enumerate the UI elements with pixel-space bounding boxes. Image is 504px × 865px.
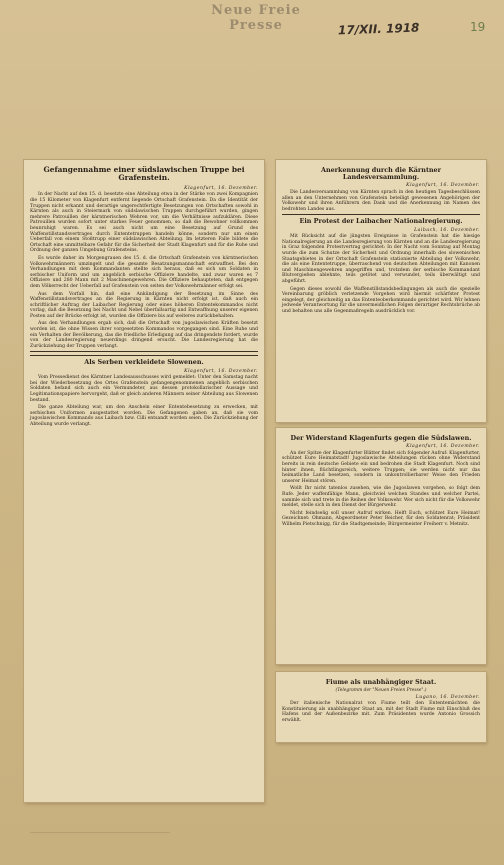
article-paragraph: In der Nacht auf den 15. d. besetzte eine Abteilung etwa in der Stärke von zwei Kompagnien die 15 Kilometer von Klagenfurt entfernt liegende Ortschaft Grafenstein. Da die Identität der Truppen nicht erkannt und derartige ungerechtfertigte Besetzungen von Ortschaften sowohl in Kärnten als auch in Steiermark von südslawischen Truppen durchgeführt wurden, gingen mehrere Patrouillen der kärntnerischen Wehren vor, um die Verhältnisse aufzuklären. Diese Patrouillen wurden sofort unter starkes Feuer genommen, so daß die Bewohner vollkommen beunruhigt waren. Es sei auch nicht um eine Besetzung auf Grund des Waffenstillstandsvertrages durch Ententetruppen handeln könne, sondern nur um einen Ueberfall von einem Stoßtrupp einer südslawischen Abteilung. Im letzteren Falle bildete die Ortschaft eine unmittelbare Gefahr für die Sicherheit der Stadt Klagenfurt und für die Ruhe und Ordnung der ganzen Umgebung Grafensteins.: [30, 192, 258, 254]
page-number: 19: [470, 20, 486, 34]
clipping-fiume: [276, 672, 486, 742]
article-paragraph: Die Landesversammlung von Kärnten sprach in den heutigen Tagesbeschlüssen allen an den Unternehmen von Grafenstein beteiligt gewesenen Angehörigen der Volkswehr und ihren Anführern den Dank und die Anerkennung im Namen des bedrohten Landes aus.: [282, 190, 480, 212]
article-paragraph: Vom Pressedienst des Kärntner Landesausschusses wird gemeldet: Unter den Samstag nacht bei der Wiederbesetzung des Ortes Grafenstein gefangengenommenen angeblich serbischen Soldaten befand sich auch ein Vermundeter, aus dessen protokollarischer Aussage und Legitimationspapiere hervorgeht, daß er gleich anderen Männern seiner Abteilung aus Slowenen bestand.: [30, 375, 258, 403]
article-paragraph: Aus den Verhandlungen ergab sich, daß die Ortschaft von jugoslawischen Kräften besetzt worden ist, die ohne Wissen ihrer vorgesetzten Kommandos vorgegangen sind. Eine Ruhe und ein Verhalten der Bevölkerung, das die friedliche Erledigung auf das dringendste fordert, wurde von der Landesregierung neuerdings dringend ersucht. Die Landesregierung hat die Zurückziehung der Truppen verlangt.: [30, 321, 258, 349]
article-paragraph: Mit Rücksicht auf die jüngsten Ereignisse in Grafenstein hat die hiesige Nationalregierung an die Landesregierung von Kärnten und an die Landesregierung in Graz folgenden Protestvertrag gerichtet: In der Nacht vom Sonntag auf Montag wurde die zum Schutze der Sicherheit und Ordnung innerhalb des slowenischen Staatsgebietes in der Ortschaft Grafenstein stationierte Abteilung der Volkswehr, die als eine Ententetruppe, überraschend von deutschen Abteilungen mit Kanonen und Maschinengewehren angegriffen und, trotzdem der serbische Kommandant Blutvergießen ablehnte, teils getötet und verwundet, teils überwältigt und abgeführt.: [282, 234, 480, 284]
clipping-widerstand: [276, 428, 486, 664]
article-title: Fiume als unabhängiger Staat.: [325, 678, 437, 686]
article-paragraph: Gegen dieses sowohl die Waffenstillstandsbedingungen als auch die spezielle Vereinbarung gröblich verletzende Vorgehen wird hiermit schärfster Protest eingelegt, der gleichzeitig an das Ententeoberkommando gerichtet wird. Wir lehnen jedwede Verantwortung für die unvermeidlichen Folgen derartiger Rechtsbrüche ab und behalten uns alle Gegenmaßregeln ausdrücklich vor.: [282, 286, 480, 314]
article-dateline: Klagenfurt, 16. Dezember.: [406, 183, 480, 189]
handwritten-date: 17/XII. 1918: [337, 20, 420, 38]
article-source: (Telegramm der "Neuen Freien Presse".): [335, 688, 427, 694]
article-title: Gefangennahme einer südslawischen Truppe bei Grafenstein.: [43, 165, 245, 183]
article-dateline: Lugano, 16. Dezember.: [415, 694, 480, 700]
faint-bottom-mark: [30, 832, 170, 843]
article-dateline: Klagenfurt, 16. Dezember.: [184, 368, 258, 374]
article-paragraph: An der Spitze der Klagenfurter Blätter findet sich folgender Aufruf: Klagenfurter, schützet Eure Heimatstadt! Jugoslawische Abteilungen rücken ohne Widerstand bereits in rein deutsche Gebiete ein und bedrohen die Stadt Klagenfurt. Noch sind hinter ihnen, flüchtlingsreich, weitere Truppen; sie werden nicht nur das heimatliche Land besetzen, sondern in unkontrollierbarer Weise den Frieden unserer Heimat stören.: [282, 450, 480, 484]
section-divider: [282, 214, 480, 215]
article-dateline: Klagenfurt, 16. Dezember.: [184, 185, 258, 191]
article-dateline: Klagenfurt, 16. Dezember.: [406, 444, 480, 450]
article-paragraph: Wollt Ihr nicht tatenlos zusehen, wie die Jugoslawen vorgehen, so folgt dem Rufe. Jeder waffenfähige Mann, gleichviel welchen Standes und welcher Partei, sammle sich und trete in die Reihen der Volkswehr. Wer sich nicht für die Volkswehr meldet, stelle sich in den Dienst der Bürgerwehr.: [282, 486, 480, 509]
article-dateline: Laibach, 16. Dezember.: [414, 227, 480, 233]
clipping-grafenstein: [24, 160, 264, 802]
article-paragraph: Die ganze Abteilung war, um den Anschein einer Ententebesetzung zu erwecken, mit serbischen Uniformen ausgestattet worden. Die Gefangenen gaben an, daß sie vom jugoslawischen Kommando aus Laibach bzw. Cilli entsandt worden seien. Die Zurückziehung der Abteilung wurde verlangt.: [30, 405, 258, 427]
article-title: Anerkennung durch die Kärntner Landesversammlung.: [321, 166, 441, 182]
article-subtitle: Als Serben verkleidete Slowenen.: [84, 358, 204, 367]
article-paragraph: Es wurde daher im Morgengrauen des 15. d. die Ortschaft Grafenstein von kärntnerischen Volkswehrmännern umzingelt und die gesamte Besatzungsmannschaft entwaffnet. Bei den Verhandlungen mit dem Kommandanten stellte sich heraus, daß es sich um Soldaten in serbischer Uniform und um angeblich serbische Offiziere handelte, und zwar waren es 7 Offiziere und 280 Mann mit 2 Maschinengewehren. Die Offiziere behaupteten, daß entgegen dem Völkerrecht der Ueberfall auf Grafenstein von seiten der Volkswehrmänner erfolgt sei.: [30, 255, 258, 289]
article-paragraph: Nicht feindselig soll unser Aufruf wirken. Helft Euch, schützet Eure Heimat! Gezeichnet: Ohmann, Abgeordneter Peter Reicher, für den Soldatenrat; Präsident Wilhelm Pietschnigg, für die Stadtgemeinde; Bürgermeister Freiherr v. Metnitz.: [282, 510, 480, 527]
clipping-landesversammlung: [276, 160, 486, 422]
article-paragraph: Aus dem Vorfall hin, daß eine Ankündigung der Besetzung im Sinne des Waffenstillstandsvertrages an die Regierung in Kärnten nicht erfolgt ist, daß auch ein schriftlicher Auftrag der Laibacher Regierung oder eines höheren Ententekommandos nicht vorlag, daß die Besetzung bei Nacht und Nebel überfallsartig und Entwaffnung unserer eigenen Posten auf der Brücke erfolgt ist, wurden die Offiziere bis auf weiteres zurückbehalten.: [30, 291, 258, 319]
section-divider: [30, 351, 258, 356]
article-title: Der Widerstand Klagenfurts gegen die Südslawen.: [290, 434, 472, 442]
article-paragraph: Der italienische Nationalrat von Fiume teilt den Ententemächten die Konstituierung als unabhängiger Staat an, mit der Stadt Fiume mit Einschluß des Hafens und der Außenbezirke mit. Zum Präsidenten wurde Antonio Grossich erwählt.: [282, 701, 480, 723]
article-title: Ein Protest der Laibacher Nationalregierung.: [299, 217, 463, 226]
newspaper-masthead: Neue Freie Presse: [211, 3, 301, 33]
